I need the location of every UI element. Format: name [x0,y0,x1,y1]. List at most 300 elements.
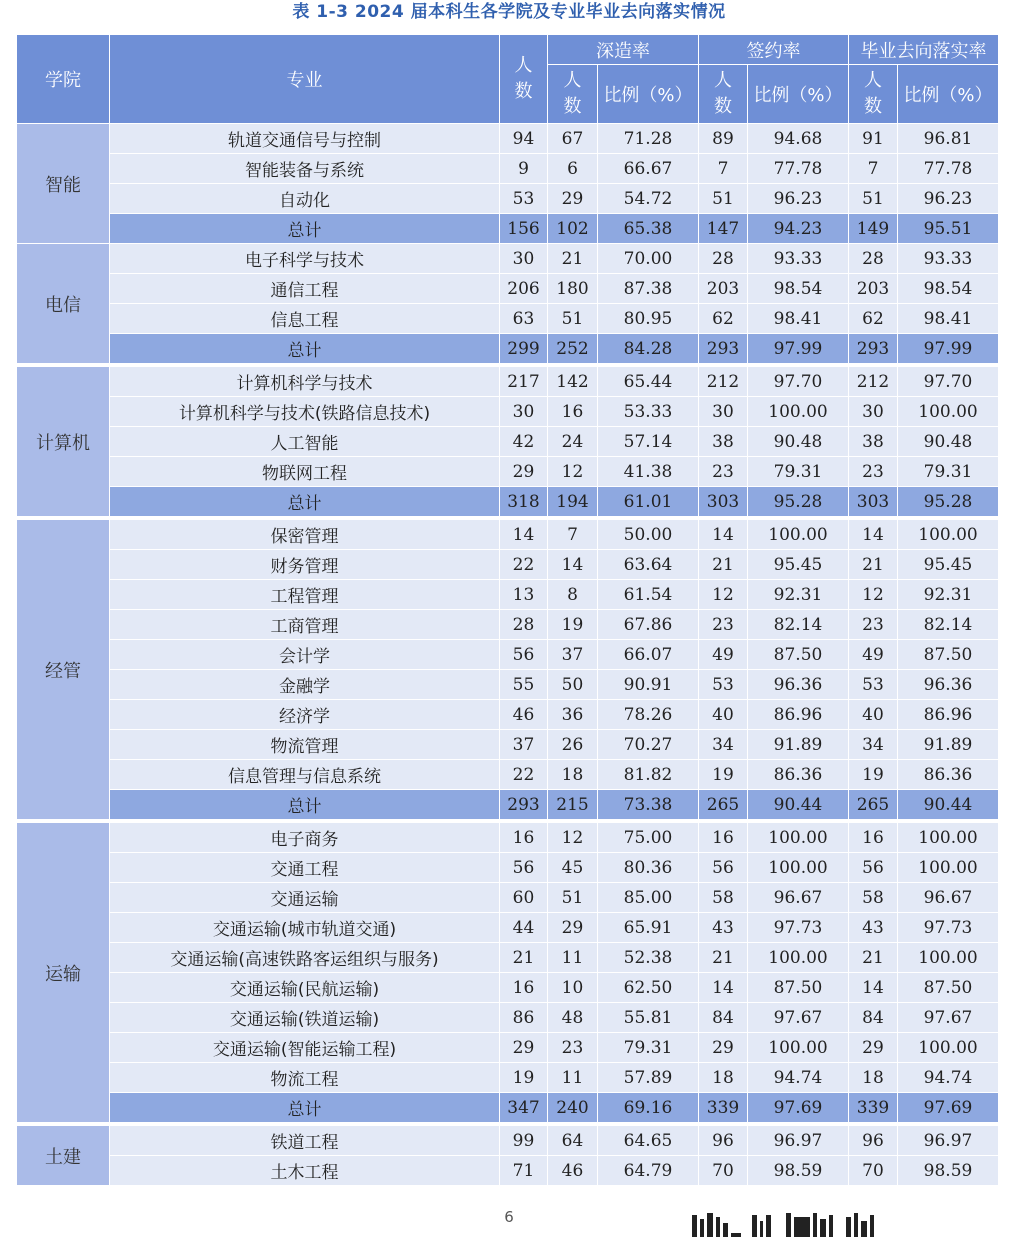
total-row [17,1093,999,1125]
table-body [17,124,999,1186]
major-cell: 信息管理与信息系统 [110,760,500,790]
placement-ratio-cell: 96.36 [898,670,999,700]
count-cell: 22 [500,760,548,790]
count-cell: 86 [500,1003,548,1033]
further-ratio-cell: 65.91 [598,913,699,943]
major-cell: 总计 [110,1093,500,1125]
placement-people-cell: 293 [849,334,898,366]
further-people-cell: 6 [548,154,598,184]
placement-people-cell: 23 [849,610,898,640]
major-cell: 交通运输(高速铁路客运组织与服务) [110,943,500,973]
table-row [17,640,999,670]
contract-people-cell: 96 [699,1124,748,1156]
further-ratio-cell: 80.36 [598,853,699,883]
contract-people-cell: 147 [699,214,748,244]
table-row [17,610,999,640]
contract-people-cell: 16 [699,821,748,853]
further-ratio-cell: 84.28 [598,334,699,366]
contract-people-cell: 28 [699,244,748,274]
contract-ratio-cell: 96.23 [748,184,849,214]
further-ratio-cell: 50.00 [598,518,699,550]
further-ratio-cell: 65.44 [598,365,699,397]
further-people-cell: 10 [548,973,598,1003]
placement-ratio-cell: 94.74 [898,1063,999,1093]
count-cell: 9 [500,154,548,184]
placement-people-cell: 203 [849,274,898,304]
further-people-cell: 23 [548,1033,598,1063]
contract-ratio-cell: 95.45 [748,550,849,580]
further-people-cell: 240 [548,1093,598,1125]
placement-ratio-cell: 100.00 [898,853,999,883]
major-cell: 土木工程 [110,1156,500,1186]
header-contract: 签约率 [699,35,849,65]
further-people-cell: 8 [548,580,598,610]
further-people-cell: 142 [548,365,598,397]
further-ratio-cell: 62.50 [598,973,699,1003]
contract-people-cell: 7 [699,154,748,184]
placement-people-cell: 14 [849,518,898,550]
placement-people-cell: 84 [849,1003,898,1033]
count-cell: 56 [500,640,548,670]
further-ratio-cell: 55.81 [598,1003,699,1033]
major-cell: 总计 [110,487,500,519]
contract-ratio-cell: 86.36 [748,760,849,790]
count-cell: 21 [500,943,548,973]
further-ratio-cell: 66.07 [598,640,699,670]
count-cell: 13 [500,580,548,610]
contract-ratio-cell: 100.00 [748,518,849,550]
placement-people-cell: 21 [849,550,898,580]
count-cell: 28 [500,610,548,640]
further-ratio-cell: 63.64 [598,550,699,580]
placement-people-cell: 96 [849,1124,898,1156]
further-ratio-cell: 53.33 [598,397,699,427]
further-ratio-cell: 85.00 [598,883,699,913]
placement-ratio-cell: 96.81 [898,124,999,154]
further-ratio-cell: 90.91 [598,670,699,700]
placement-ratio-cell: 100.00 [898,397,999,427]
placement-ratio-cell: 86.36 [898,760,999,790]
further-people-cell: 102 [548,214,598,244]
count-cell: 46 [500,700,548,730]
table-row [17,365,999,397]
table-row [17,154,999,184]
further-ratio-cell: 81.82 [598,760,699,790]
table-row [17,1063,999,1093]
contract-ratio-cell: 97.99 [748,334,849,366]
table-title: 表 1-3 2024 届本科生各学院及专业毕业去向落实情况 [292,2,726,22]
contract-people-cell: 84 [699,1003,748,1033]
total-row [17,214,999,244]
contract-ratio-cell: 97.69 [748,1093,849,1125]
further-ratio-cell: 61.01 [598,487,699,519]
table-row [17,1156,999,1186]
contract-ratio-cell: 96.67 [748,883,849,913]
further-people-cell: 29 [548,913,598,943]
further-people-cell: 18 [548,760,598,790]
contract-ratio-cell: 86.96 [748,700,849,730]
header-further-ratio: 比例（%） [598,65,699,124]
placement-people-cell: 56 [849,853,898,883]
major-cell: 交通工程 [110,853,500,883]
contract-ratio-cell: 100.00 [748,1033,849,1063]
table-row [17,124,999,154]
college-cell: 智能 [17,124,110,244]
table-row [17,853,999,883]
placement-ratio-cell: 93.33 [898,244,999,274]
count-cell: 22 [500,550,548,580]
contract-ratio-cell: 97.70 [748,365,849,397]
major-cell: 总计 [110,214,500,244]
placement-ratio-cell: 98.54 [898,274,999,304]
college-cell: 运输 [17,821,110,1124]
count-cell: 30 [500,244,548,274]
table-row [17,184,999,214]
further-ratio-cell: 78.26 [598,700,699,730]
placement-ratio-cell: 97.73 [898,913,999,943]
header-further-study: 深造率 [548,35,699,65]
further-people-cell: 46 [548,1156,598,1186]
placement-people-cell: 21 [849,943,898,973]
table-row [17,304,999,334]
placement-ratio-cell: 82.14 [898,610,999,640]
major-cell: 轨道交通信号与控制 [110,124,500,154]
further-people-cell: 12 [548,457,598,487]
further-people-cell: 24 [548,427,598,457]
placement-ratio-cell: 91.89 [898,730,999,760]
contract-ratio-cell: 87.50 [748,640,849,670]
count-cell: 156 [500,214,548,244]
placement-ratio-cell: 97.67 [898,1003,999,1033]
contract-people-cell: 49 [699,640,748,670]
contract-ratio-cell: 97.67 [748,1003,849,1033]
further-people-cell: 64 [548,1124,598,1156]
further-ratio-cell: 79.31 [598,1033,699,1063]
placement-people-cell: 29 [849,1033,898,1063]
placement-ratio-cell: 97.70 [898,365,999,397]
header-contract-people [699,65,748,124]
further-people-cell: 11 [548,1063,598,1093]
count-cell: 16 [500,821,548,853]
further-ratio-cell: 61.54 [598,580,699,610]
count-cell: 29 [500,1033,548,1063]
further-people-cell: 29 [548,184,598,214]
header-placement: 毕业去向落实率 [849,35,999,65]
contract-people-cell: 51 [699,184,748,214]
contract-ratio-cell: 97.73 [748,913,849,943]
header-count-text: 人 数 [514,55,533,102]
placement-people-cell: 43 [849,913,898,943]
contract-people-cell: 56 [699,853,748,883]
count-cell: 60 [500,883,548,913]
placement-ratio-cell: 100.00 [898,518,999,550]
watermark-logo [692,1207,874,1237]
placement-people-cell: 303 [849,487,898,519]
further-ratio-cell: 71.28 [598,124,699,154]
further-people-cell: 180 [548,274,598,304]
contract-people-cell: 293 [699,334,748,366]
contract-ratio-cell: 94.68 [748,124,849,154]
major-cell: 计算机科学与技术 [110,365,500,397]
contract-ratio-cell: 79.31 [748,457,849,487]
placement-ratio-cell: 100.00 [898,943,999,973]
placement-ratio-cell: 96.67 [898,883,999,913]
placement-people-cell: 212 [849,365,898,397]
major-cell: 计算机科学与技术(铁路信息技术) [110,397,500,427]
placement-ratio-cell: 100.00 [898,821,999,853]
total-row [17,487,999,519]
major-cell: 自动化 [110,184,500,214]
contract-ratio-cell: 95.28 [748,487,849,519]
contract-people-cell: 14 [699,518,748,550]
placement-people-cell: 19 [849,760,898,790]
placement-people-cell: 40 [849,700,898,730]
placement-people-cell: 149 [849,214,898,244]
header-contract-ratio: 比例（%） [748,65,849,124]
header-placement-ratio: 比例（%） [898,65,999,124]
major-cell: 会计学 [110,640,500,670]
placement-ratio-cell: 79.31 [898,457,999,487]
further-ratio-cell: 66.67 [598,154,699,184]
further-ratio-cell: 73.38 [598,790,699,822]
placement-ratio-cell: 90.44 [898,790,999,822]
placement-ratio-cell: 96.97 [898,1124,999,1156]
further-ratio-cell: 87.38 [598,274,699,304]
further-ratio-cell: 70.00 [598,244,699,274]
further-ratio-cell: 65.38 [598,214,699,244]
contract-ratio-cell: 98.59 [748,1156,849,1186]
contract-people-cell: 339 [699,1093,748,1125]
further-people-cell: 26 [548,730,598,760]
table-row [17,913,999,943]
contract-ratio-cell: 100.00 [748,397,849,427]
placement-ratio-cell: 87.50 [898,973,999,1003]
further-ratio-cell: 67.86 [598,610,699,640]
placement-people-cell: 28 [849,244,898,274]
table-row [17,883,999,913]
contract-people-cell: 23 [699,610,748,640]
major-cell: 通信工程 [110,274,500,304]
table-row [17,518,999,550]
contract-ratio-cell: 90.48 [748,427,849,457]
table-row [17,1003,999,1033]
contract-people-cell: 30 [699,397,748,427]
count-cell: 206 [500,274,548,304]
contract-people-cell: 34 [699,730,748,760]
placement-people-cell: 14 [849,973,898,1003]
placement-ratio-cell: 77.78 [898,154,999,184]
further-people-cell: 37 [548,640,598,670]
contract-people-cell: 70 [699,1156,748,1186]
count-cell: 37 [500,730,548,760]
header-college: 学院 [17,35,110,124]
placement-people-cell: 18 [849,1063,898,1093]
contract-people-cell: 19 [699,760,748,790]
major-cell: 总计 [110,790,500,822]
table-row [17,700,999,730]
further-people-cell: 21 [548,244,598,274]
contract-ratio-cell: 94.23 [748,214,849,244]
further-people-cell: 67 [548,124,598,154]
major-cell: 铁道工程 [110,1124,500,1156]
placement-ratio-cell: 92.31 [898,580,999,610]
placement-people-cell: 53 [849,670,898,700]
major-cell: 经济学 [110,700,500,730]
contract-people-cell: 12 [699,580,748,610]
major-cell: 物流工程 [110,1063,500,1093]
placement-ratio-cell: 90.48 [898,427,999,457]
further-people-cell: 11 [548,943,598,973]
major-cell: 交通运输(民航运输) [110,973,500,1003]
major-cell: 交通运输(城市轨道交通) [110,913,500,943]
count-cell: 293 [500,790,548,822]
count-cell: 30 [500,397,548,427]
placement-ratio-cell: 97.69 [898,1093,999,1125]
contract-ratio-cell: 87.50 [748,973,849,1003]
contract-people-cell: 89 [699,124,748,154]
placement-ratio-cell: 95.51 [898,214,999,244]
contract-ratio-cell: 90.44 [748,790,849,822]
further-ratio-cell: 64.79 [598,1156,699,1186]
placement-ratio-cell: 97.99 [898,334,999,366]
count-cell: 42 [500,427,548,457]
placement-people-cell: 7 [849,154,898,184]
placement-people-cell: 70 [849,1156,898,1186]
count-cell: 347 [500,1093,548,1125]
header-count [500,35,548,124]
major-cell: 物联网工程 [110,457,500,487]
header-placement-people-text: 人 数 [864,70,882,117]
major-cell: 交通运输(铁道运输) [110,1003,500,1033]
table-row [17,760,999,790]
placement-ratio-cell: 96.23 [898,184,999,214]
placement-people-cell: 34 [849,730,898,760]
further-ratio-cell: 52.38 [598,943,699,973]
contract-ratio-cell: 92.31 [748,580,849,610]
further-ratio-cell: 54.72 [598,184,699,214]
major-cell: 交通运输 [110,883,500,913]
placement-ratio-cell: 98.41 [898,304,999,334]
header-placement-people [849,65,898,124]
placement-people-cell: 91 [849,124,898,154]
count-cell: 29 [500,457,548,487]
count-cell: 56 [500,853,548,883]
further-ratio-cell: 75.00 [598,821,699,853]
contract-ratio-cell: 100.00 [748,821,849,853]
placement-people-cell: 51 [849,184,898,214]
contract-people-cell: 23 [699,457,748,487]
major-cell: 财务管理 [110,550,500,580]
contract-ratio-cell: 77.78 [748,154,849,184]
contract-ratio-cell: 98.54 [748,274,849,304]
placement-ratio-cell: 87.50 [898,640,999,670]
table-header [17,35,999,124]
header-further-people-text: 人 数 [563,70,582,117]
major-cell: 工商管理 [110,610,500,640]
further-people-cell: 16 [548,397,598,427]
count-cell: 63 [500,304,548,334]
count-cell: 53 [500,184,548,214]
table-row [17,730,999,760]
table-row [17,457,999,487]
placement-people-cell: 49 [849,640,898,670]
page-number: 6 [504,1208,514,1226]
contract-people-cell: 38 [699,427,748,457]
contract-ratio-cell: 93.33 [748,244,849,274]
placement-ratio-cell: 98.59 [898,1156,999,1186]
placement-ratio-cell: 95.28 [898,487,999,519]
table-row [17,427,999,457]
count-cell: 318 [500,487,548,519]
graduation-table [16,34,999,1186]
table-row [17,973,999,1003]
further-people-cell: 215 [548,790,598,822]
contract-people-cell: 21 [699,550,748,580]
placement-people-cell: 30 [849,397,898,427]
contract-people-cell: 212 [699,365,748,397]
contract-people-cell: 58 [699,883,748,913]
count-cell: 71 [500,1156,548,1186]
further-ratio-cell: 64.65 [598,1124,699,1156]
contract-ratio-cell: 100.00 [748,943,849,973]
placement-people-cell: 12 [849,580,898,610]
placement-people-cell: 339 [849,1093,898,1125]
placement-ratio-cell: 95.45 [898,550,999,580]
college-cell: 经管 [17,518,110,821]
count-cell: 16 [500,973,548,1003]
count-cell: 217 [500,365,548,397]
further-people-cell: 14 [548,550,598,580]
header-major: 专业 [110,35,500,124]
contract-people-cell: 18 [699,1063,748,1093]
contract-people-cell: 40 [699,700,748,730]
further-people-cell: 7 [548,518,598,550]
contract-people-cell: 53 [699,670,748,700]
contract-people-cell: 43 [699,913,748,943]
contract-ratio-cell: 91.89 [748,730,849,760]
college-cell: 计算机 [17,365,110,518]
major-cell: 交通运输(智能运输工程) [110,1033,500,1063]
further-people-cell: 194 [548,487,598,519]
contract-people-cell: 203 [699,274,748,304]
table-row [17,397,999,427]
further-ratio-cell: 57.89 [598,1063,699,1093]
further-people-cell: 50 [548,670,598,700]
further-ratio-cell: 69.16 [598,1093,699,1125]
table-row [17,1124,999,1156]
major-cell: 信息工程 [110,304,500,334]
total-row [17,790,999,822]
major-cell: 金融学 [110,670,500,700]
further-people-cell: 51 [548,304,598,334]
major-cell: 人工智能 [110,427,500,457]
contract-ratio-cell: 100.00 [748,853,849,883]
contract-ratio-cell: 94.74 [748,1063,849,1093]
table-row [17,550,999,580]
further-people-cell: 51 [548,883,598,913]
further-people-cell: 36 [548,700,598,730]
table-row [17,943,999,973]
further-ratio-cell: 41.38 [598,457,699,487]
placement-ratio-cell: 100.00 [898,1033,999,1063]
count-cell: 14 [500,518,548,550]
table-row [17,821,999,853]
placement-people-cell: 62 [849,304,898,334]
header-contract-people-text: 人 数 [714,70,732,117]
further-people-cell: 252 [548,334,598,366]
placement-ratio-cell: 86.96 [898,700,999,730]
further-ratio-cell: 70.27 [598,730,699,760]
